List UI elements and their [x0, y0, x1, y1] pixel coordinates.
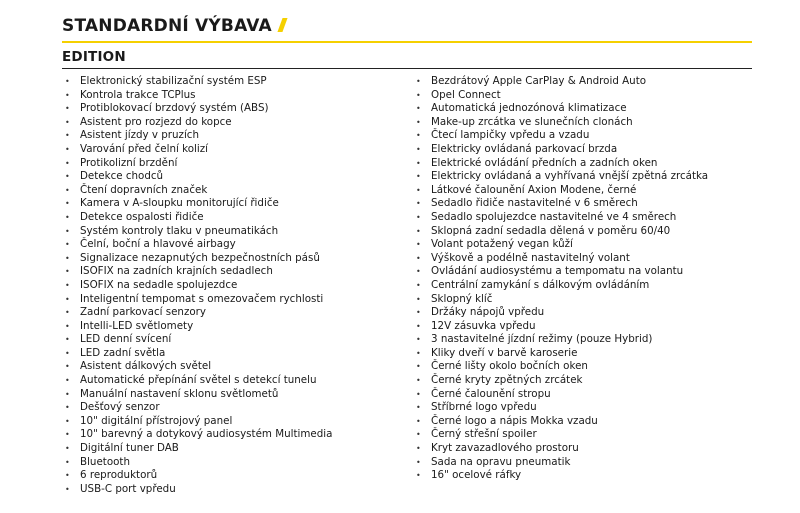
list-item: • Asistent jízdy v pruzích: [63, 129, 332, 143]
list-item: • 10" digitální přístrojový panel: [63, 415, 332, 429]
list-item: • Signalizace nezapnutých bezpečnostních pásů: [63, 252, 332, 266]
list-item: • LED zadní světla: [63, 347, 332, 361]
list-item: • Sada na opravu pneumatik: [414, 456, 708, 470]
list-item: • Dešťový senzor: [63, 401, 332, 415]
list-item: • Černý střešní spoiler: [414, 428, 708, 442]
list-item: • Elektricky ovládaná parkovací brzda: [414, 143, 708, 157]
list-item: • Kliky dveří v barvě karoserie: [414, 347, 708, 361]
list-item: • Černé logo a nápis Mokka vzadu: [414, 415, 708, 429]
list-item: • Sklopná zadní sedadla dělená v poměru 60/40: [414, 225, 708, 239]
page-title-text: STANDARDNÍ VÝBAVA: [62, 16, 272, 36]
list-item: • Digitální tuner DAB: [63, 442, 332, 456]
list-item: • Manuální nastavení sklonu světlometů: [63, 388, 332, 402]
list-item: • 12V zásuvka vpředu: [414, 320, 708, 334]
list-item: • Čtecí lampičky vpředu a vzadu: [414, 129, 708, 143]
list-item: • Make-up zrcátka ve slunečních clonách: [414, 116, 708, 130]
list-item: • 3 nastavitelné jízdní režimy (pouze Hybrid): [414, 333, 708, 347]
list-item: • Kontrola trakce TCPlus: [63, 89, 332, 103]
subtitle-underline: [62, 68, 752, 69]
equipment-list-left: [63, 75, 332, 496]
title-underline: [62, 41, 752, 43]
slash-accent-icon: [277, 18, 287, 32]
list-item: • ISOFIX na zadních krajních sedadlech: [63, 265, 332, 279]
list-item: • Volant potažený vegan kůží: [414, 238, 708, 252]
list-item: • 6 reproduktorů: [63, 469, 332, 483]
list-item: • Detekce ospalosti řidiče: [63, 211, 332, 225]
list-item: • Ovládání audiosystému a tempomatu na volantu: [414, 265, 708, 279]
list-item: • Automatická jednozónová klimatizace: [414, 102, 708, 116]
list-item: • Elektricky ovládaná a vyhřívaná vnější zpětná zrcátka: [414, 170, 708, 184]
list-item: • Systém kontroly tlaku v pneumatikách: [63, 225, 332, 239]
list-item: • Asistent dálkových světel: [63, 360, 332, 374]
list-item: • Látkové čalounění Axion Modene, černé: [414, 184, 708, 198]
list-item: • Černé čalounění stropu: [414, 388, 708, 402]
list-item: • 10" barevný a dotykový audiosystém Multimedia: [63, 428, 332, 442]
list-item: • Sklopný klíč: [414, 293, 708, 307]
list-item: • Kamera v A-sloupku monitorující řidiče: [63, 197, 332, 211]
list-item: • Čelní, boční a hlavové airbagy: [63, 238, 332, 252]
list-item: • Varování před čelní kolizí: [63, 143, 332, 157]
list-item: • Intelli-LED světlomety: [63, 320, 332, 334]
list-item: • Kryt zavazadlového prostoru: [414, 442, 708, 456]
list-item: • Držáky nápojů vpředu: [414, 306, 708, 320]
list-item: • USB-C port vpředu: [63, 483, 332, 497]
list-item: • Stříbrné logo vpředu: [414, 401, 708, 415]
list-item: • Opel Connect: [414, 89, 708, 103]
list-item: • Sedadlo spolujezdce nastavitelné ve 4 směrech: [414, 211, 708, 225]
list-item: • 16" ocelové ráfky: [414, 469, 708, 483]
trim-subtitle: EDITION: [62, 49, 126, 65]
list-item: • Černé lišty okolo bočních oken: [414, 360, 708, 374]
list-item: • Protikolizní brzdění: [63, 157, 332, 171]
list-item: • ISOFIX na sedadle spolujezdce: [63, 279, 332, 293]
list-item: • Bluetooth: [63, 456, 332, 470]
list-item: • Centrální zamykání s dálkovým ovládáním: [414, 279, 708, 293]
list-item: • LED denní svícení: [63, 333, 332, 347]
list-item: • Čtení dopravních značek: [63, 184, 332, 198]
list-item: • Zadní parkovací senzory: [63, 306, 332, 320]
list-item: • Elektrické ovládání předních a zadních oken: [414, 157, 708, 171]
list-item: • Elektronický stabilizační systém ESP: [63, 75, 332, 89]
list-item: • Bezdrátový Apple CarPlay & Android Auto: [414, 75, 708, 89]
list-item: • Výškově a podélně nastavitelný volant: [414, 252, 708, 266]
equipment-list-right: [414, 75, 708, 483]
list-item: • Asistent pro rozjezd do kopce: [63, 116, 332, 130]
page-title: [62, 16, 285, 36]
list-item: • Automatické přepínání světel s detekcí tunelu: [63, 374, 332, 388]
list-item: • Protiblokovací brzdový systém (ABS): [63, 102, 332, 116]
list-item: • Inteligentní tempomat s omezovačem rychlosti: [63, 293, 332, 307]
list-item: • Detekce chodců: [63, 170, 332, 184]
list-item: • Černé kryty zpětných zrcátek: [414, 374, 708, 388]
list-item: • Sedadlo řidiče nastavitelné v 6 směrech: [414, 197, 708, 211]
